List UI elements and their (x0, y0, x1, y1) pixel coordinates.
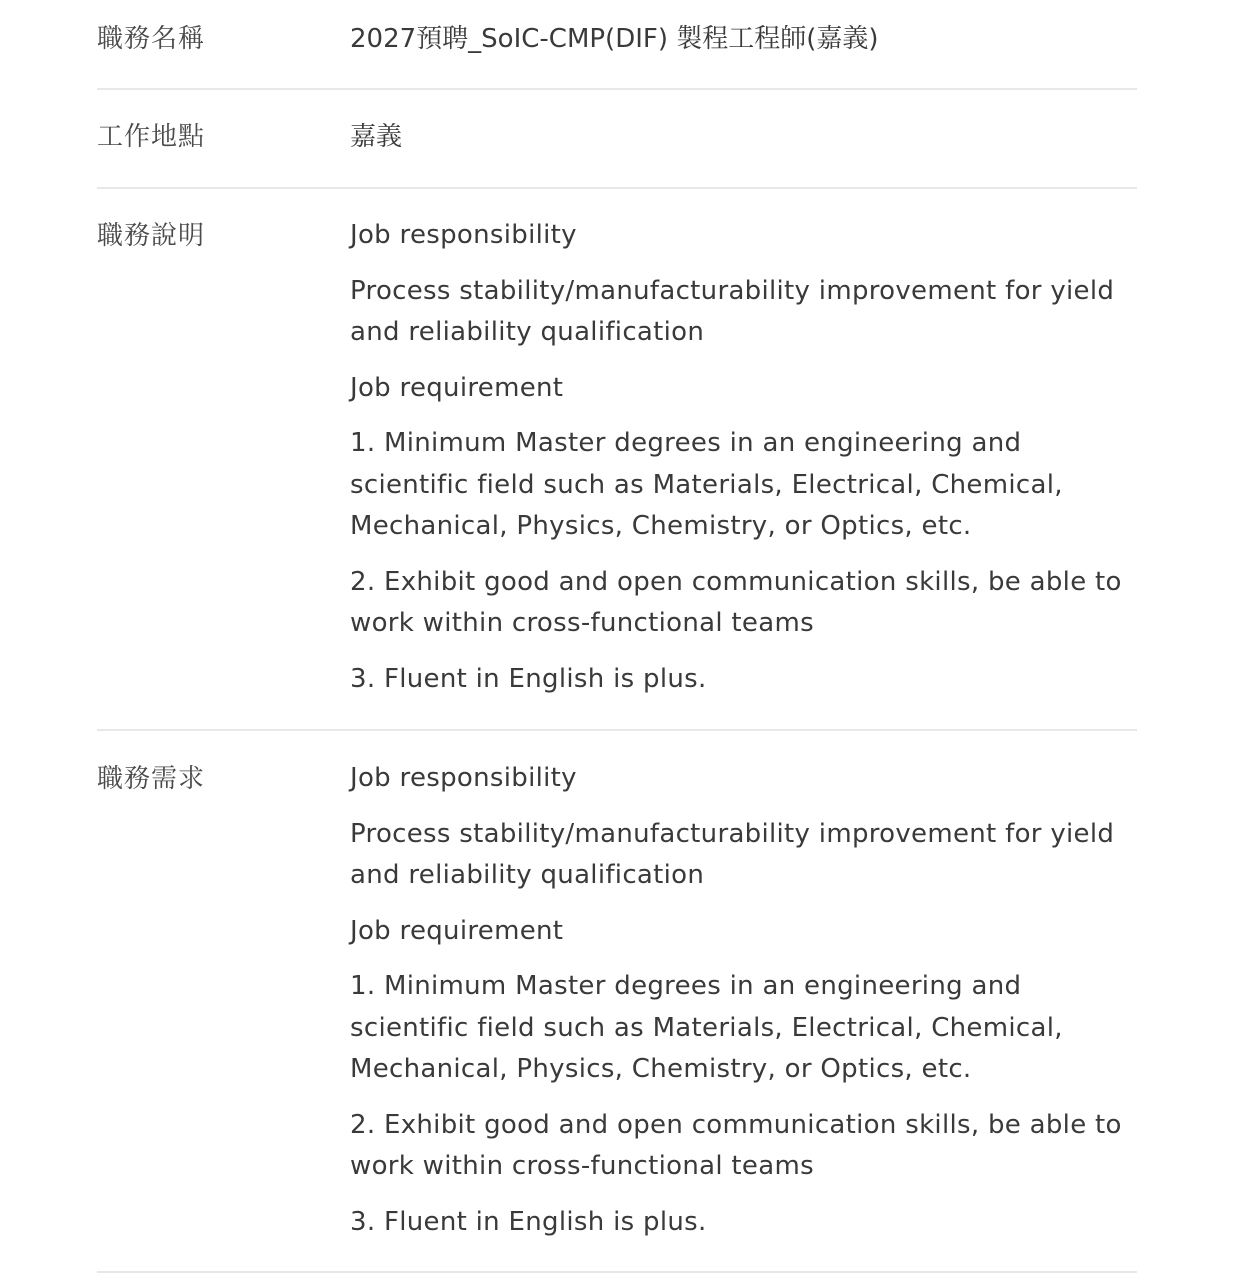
job-requirements-body (350, 762, 1137, 1243)
row-location (97, 120, 1137, 154)
requirements-paragraph: Job responsibility (350, 763, 577, 793)
description-paragraph: 1. Minimum Master degrees in an engineering and scientific field such as Materials, Electrical, Chemical, Mechanical, Physics, Chemistry, or Optics, etc. (350, 428, 1063, 541)
requirements-paragraph: Job requirement (350, 915, 564, 946)
requirements-paragraph: Process stability/manufacturability improvement for yield and reliability qualification (350, 818, 1115, 890)
description-paragraph: Job requirement (350, 372, 564, 403)
job-title-label: 職務名稱 (97, 24, 206, 54)
row-job-title (97, 22, 1137, 56)
job-description-label: 職務說明 (97, 221, 206, 251)
description-paragraph: Job responsibility (350, 220, 577, 250)
location-value: 嘉義 (350, 122, 403, 152)
divider (97, 1271, 1137, 1273)
row-job-description (97, 219, 1137, 700)
description-paragraph: 2. Exhibit good and open communication skills, be able to work within cross-functional teams (350, 566, 1122, 638)
requirements-paragraph: 1. Minimum Master degrees in an engineering and scientific field such as Materials, Electrical, Chemical, Mechanical, Physics, Chemistry, or Optics, etc. (350, 971, 1063, 1084)
job-requirements-label: 職務需求 (97, 764, 206, 794)
description-paragraph: 3. Fluent in English is plus. (350, 663, 707, 694)
requirements-paragraph: 3. Fluent in English is plus. (350, 1206, 707, 1237)
row-job-requirements (97, 762, 1137, 1243)
job-title-value: 2027預聘_SoIC-CMP(DIF) 製程工程師(嘉義) (350, 24, 879, 54)
description-paragraph: Process stability/manufacturability improvement for yield and reliability qualification (350, 275, 1115, 347)
divider (97, 88, 1137, 90)
location-label: 工作地點 (97, 122, 206, 152)
requirements-paragraph: 2. Exhibit good and open communication skills, be able to work within cross-functional teams (350, 1109, 1122, 1181)
divider (97, 187, 1137, 189)
job-description-body (350, 219, 1137, 700)
divider (97, 729, 1137, 731)
